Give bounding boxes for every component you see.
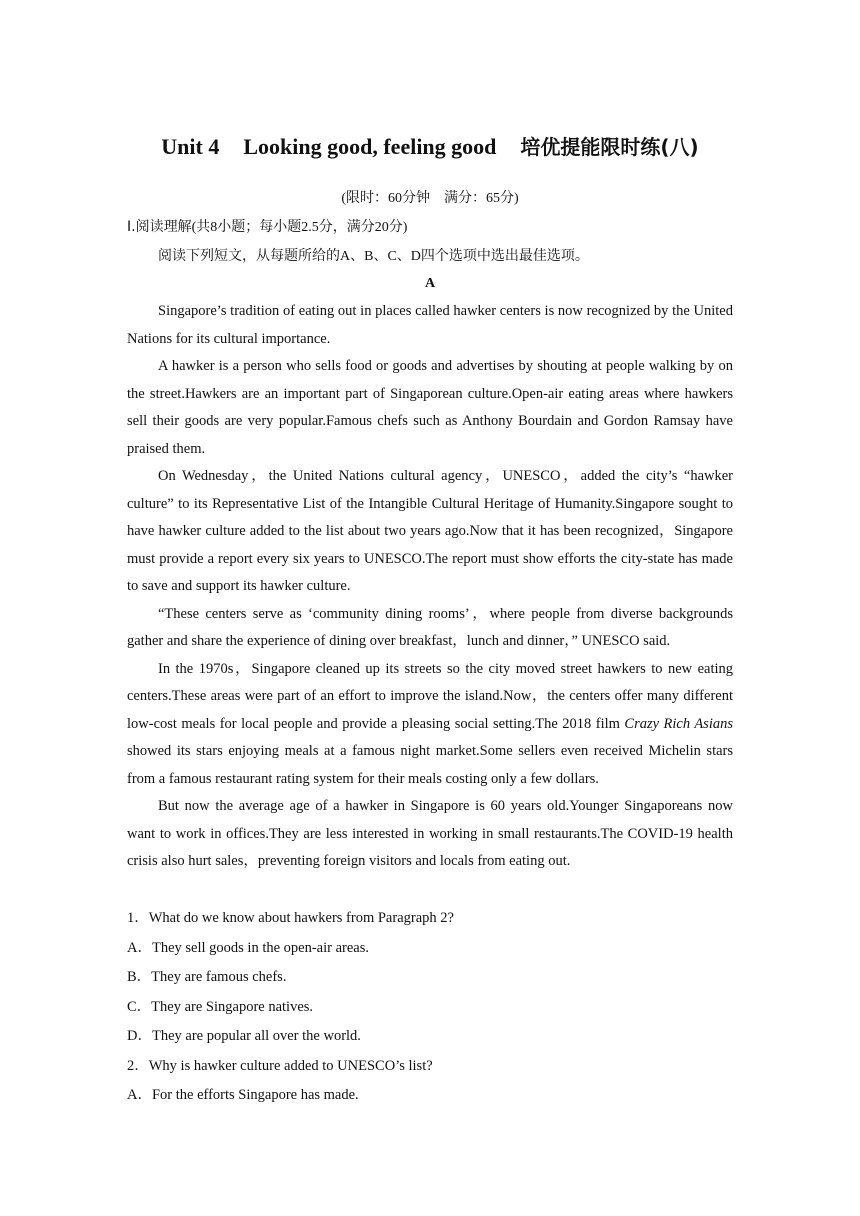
paragraph-6: But now the average age of a hawker in Singapore is 60 years old.Younger Singaporeans now want to work in offices.They are less interested in working in small restaurants.The COVID-19 health crisis also hurt sales，preventing foreign visitors and locals from eating out. [127,798,733,869]
question-1-option-d: D．They are popular all over the world. [127,1028,361,1044]
unit-number: Unit 4 [161,134,220,159]
section-heading [127,216,407,236]
reading-passage [127,298,733,876]
paragraph-5-part-2: showed its stars enjoying meals at a famous night market.Some sellers even received Michelin stars from a famous restaurant rating system for their meals costing only a few dollars. [127,743,733,787]
question-1-stem: 1．What do we know about hawkers from Paragraph 2? [127,910,454,926]
paragraph-5-part-1: In the 1970s，Singapore cleaned up its streets so the city moved street hawkers to new eating centers.These areas were part of an effort to improve the island.Now，the centers offer many different low-cost meals for local people and provide a pleasing social setting.The 2018 film [127,660,733,732]
paragraph-1: Singapore’s tradition of eating out in places called hawker centers is now recognized by the United Nations for its cultural importance. [127,303,733,347]
time-score-limits: (限时：60分钟 满分：65分) [341,191,519,206]
film-title: Crazy Rich Asians [624,715,733,732]
unit-topic: Looking good, feeling good [243,134,497,159]
series-name: 培优提能限时练(八) [520,135,699,159]
instructions: 阅读下列短文，从每题所给的A、B、C、D四个选项中选出最佳选项。 [158,249,589,264]
page-title [127,131,733,160]
paragraph-4: “These centers serve as ‘community dining rooms’，where people from diverse backgrounds gather and share the experience of dining over breakfast，lunch and dinner，” UNESCO said. [127,605,733,649]
question-1-option-b: B．They are famous chefs. [127,969,287,985]
paragraph-5 [127,656,733,794]
question-2-stem: 2．Why is hawker culture added to UNESCO’s list? [127,1057,433,1074]
passage-label: A [424,276,436,291]
section-heading-label: Ⅰ.阅读理解 [127,219,192,235]
question-2-option-a: A．For the efforts Singapore has made. [127,1087,359,1103]
paragraph-2: A hawker is a person who sells food or goods and advertises by shouting at people walking by on the street.Hawkers are an important part of Singaporean culture.Open-air eating areas where hawkers sell their goods are very popular.Famous chefs such as Anthony Bourdain and Gordon Ramsay have praised them. [127,358,733,457]
question-list [127,904,733,1111]
section-heading-detail: (共8小题；每小题2.5分，满分20分) [191,220,408,235]
question-1-option-c: C．They are Singapore natives. [127,998,314,1015]
question-1-option-a: A．They sell goods in the open-air areas. [127,939,369,956]
paragraph-3: On Wednesday，the United Nations cultural agency，UNESCO，added the city’s “hawker culture” to its Representative List of the Intangible Cultural Heritage of Humanity.Singapore sought to have hawker culture added to the list about two years ago.Now that it has been recognized，Singapore must provide a report every six years to UNESCO.The report must show efforts the city-state has made to save and support its hawker culture. [127,468,733,594]
